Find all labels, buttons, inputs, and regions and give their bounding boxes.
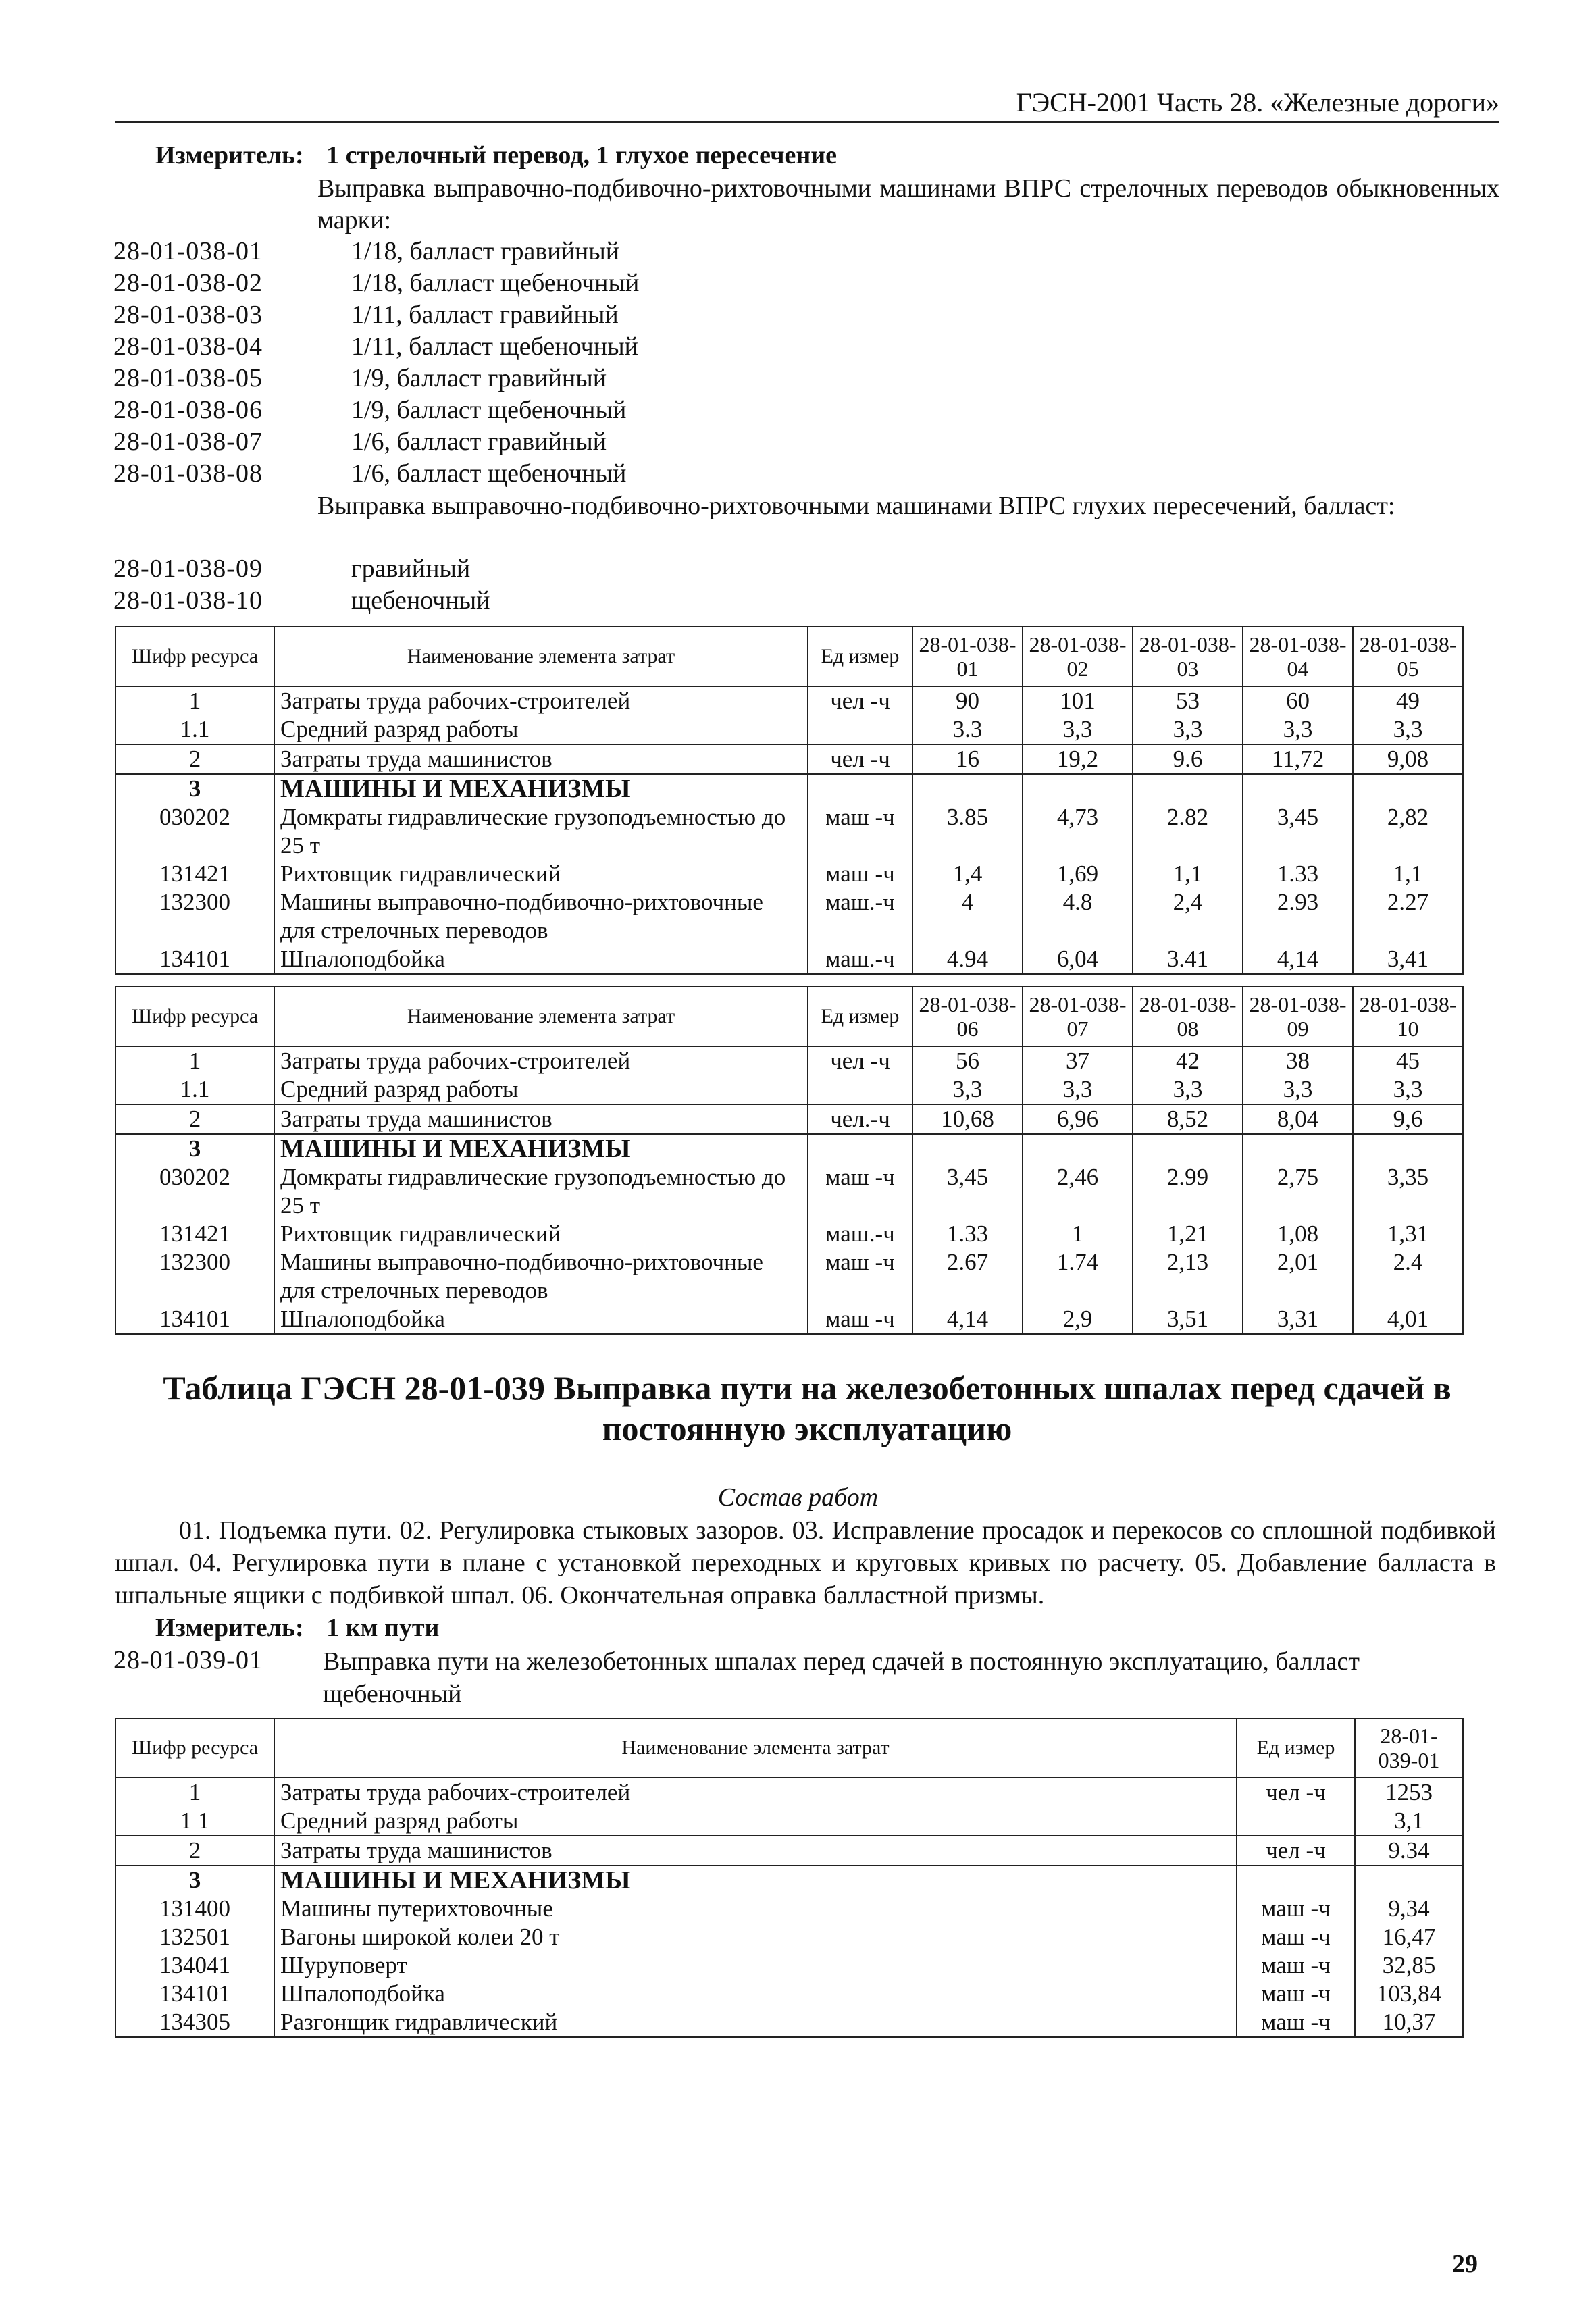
resource-name: Домкраты гидравлические грузоподъемностью до 25 т (274, 1163, 808, 1220)
norm-value: 4,14 (1243, 945, 1353, 974)
table-row (115, 1248, 1463, 1305)
table-row (115, 860, 1463, 888)
norm-value: 3.85 (912, 803, 1023, 860)
table-row (115, 1951, 1463, 1980)
resource-name: Затраты труда машинистов (274, 1836, 1237, 1866)
norm-value (1353, 1134, 1463, 1163)
table-header-row (115, 987, 1463, 1046)
norm-value: 10,68 (912, 1104, 1023, 1134)
table-row (115, 1104, 1463, 1134)
meter-label: Измеритель: (155, 141, 304, 170)
header-norm-code: 28-01-038-09 (1243, 987, 1353, 1046)
item-text: 1/6, балласт щебеночный (351, 459, 627, 488)
resource-code: 1.1 (115, 1075, 274, 1104)
norm-value: 1,1 (1353, 860, 1463, 888)
norm-value: 9,6 (1353, 1104, 1463, 1134)
norm-value (1243, 774, 1353, 803)
table-row (115, 1807, 1463, 1836)
resource-unit (808, 1134, 912, 1163)
resource-unit: маш -ч (1237, 1951, 1355, 1980)
norm-value: 1 (1023, 1220, 1133, 1248)
norm-value: 4 (912, 888, 1023, 945)
norm-value: 3,3 (912, 1075, 1023, 1104)
resource-code: 1 1 (115, 1807, 274, 1836)
header-norm-code: 28-01-038-05 (1353, 627, 1463, 686)
norm-value: 2.27 (1353, 888, 1463, 945)
norm-value: 2.99 (1133, 1163, 1243, 1220)
norm-value (912, 1134, 1023, 1163)
list-item (113, 268, 1499, 300)
meter-label: Измеритель: (155, 1614, 304, 1642)
table-row (115, 774, 1463, 803)
norm-value: 1,31 (1353, 1220, 1463, 1248)
resource-unit: маш.-ч (808, 1220, 912, 1248)
resource-unit: чел.-ч (808, 1104, 912, 1134)
table-header-row (115, 1718, 1463, 1778)
table-row (115, 2008, 1463, 2037)
norm-value: 3,1 (1355, 1807, 1463, 1836)
resource-name: Средний разряд работы (274, 715, 808, 744)
item-text: 1/9, балласт гравийный (351, 364, 607, 392)
resource-unit: чел -ч (808, 686, 912, 715)
page-header: ГЭСН-2001 Часть 28. «Железные дороги» (115, 86, 1499, 123)
header-norm-code: 28-01-038-07 (1023, 987, 1133, 1046)
item-text: 1/18, балласт гравийный (351, 237, 620, 265)
norm-value: 3,45 (1243, 803, 1353, 860)
resource-unit (1237, 1866, 1355, 1895)
list-item (113, 427, 1499, 459)
norm-value: 3,3 (1133, 1075, 1243, 1104)
item-code: 28-01-038-01 (113, 237, 263, 265)
norm-value: 9.6 (1133, 744, 1243, 774)
norm-value: 2,01 (1243, 1248, 1353, 1305)
table-row (115, 803, 1463, 860)
header-unit: Ед измер (1237, 1718, 1355, 1778)
item-text: 1/11, балласт щебеночный (351, 332, 638, 361)
resource-code: 132501 (115, 1923, 274, 1951)
item-code: 28-01-038-10 (113, 586, 263, 615)
norm-value: 10,37 (1355, 2008, 1463, 2037)
resource-name: Машины путерихтовочные (274, 1895, 1237, 1923)
list-item (113, 236, 1499, 268)
norm-value: 1.74 (1023, 1248, 1133, 1305)
table-row (115, 1866, 1463, 1895)
item-list-1 (113, 173, 1499, 617)
norm-value: 2,75 (1243, 1163, 1353, 1220)
resource-name: Затраты труда рабочих-строителей (274, 1778, 1237, 1807)
norm-value: 3,3 (1353, 1075, 1463, 1104)
resource-unit: маш -ч (808, 1305, 912, 1334)
norm-value: 6,96 (1023, 1104, 1133, 1134)
header-unit: Ед измер (808, 627, 912, 686)
resource-unit: маш -ч (1237, 2008, 1355, 2037)
resource-code: 1 (115, 1046, 274, 1075)
norm-value: 42 (1133, 1046, 1243, 1075)
norm-value (1023, 1134, 1133, 1163)
norm-value: 1253 (1355, 1778, 1463, 1807)
resource-unit: чел -ч (1237, 1836, 1355, 1866)
norm-value: 2,46 (1023, 1163, 1133, 1220)
resource-name: Средний разряд работы (274, 1807, 1237, 1836)
header-norm-code: 28-01-038-08 (1133, 987, 1243, 1046)
item-code: 28-01-038-03 (113, 301, 263, 329)
table-row (115, 1923, 1463, 1951)
resource-code: 2 (115, 1104, 274, 1134)
norm-value: 2,9 (1023, 1305, 1133, 1334)
norm-value: 9,08 (1353, 744, 1463, 774)
norm-value: 2,13 (1133, 1248, 1243, 1305)
list-item (113, 1645, 1498, 1710)
item-text: 1/9, балласт щебеночный (351, 396, 627, 424)
resource-code: 2 (115, 744, 274, 774)
norm-value: 2,82 (1353, 803, 1463, 860)
group-heading: Выправка выправочно-подбивочно-рихтовочными машинами ВПРС стрелочных переводов обыкновенных марки: (317, 174, 1499, 234)
norm-value: 49 (1353, 686, 1463, 715)
table-row (115, 1220, 1463, 1248)
meter-value: 1 км пути (326, 1614, 440, 1642)
table-row (115, 1134, 1463, 1163)
table-title: Таблица ГЭСН 28-01-039 Выправка пути на железобетонных шпалах перед сдачей в постоянную эксплуатацию (163, 1369, 1451, 1447)
norm-value: 2.67 (912, 1248, 1023, 1305)
list-item (113, 395, 1499, 427)
resource-code: 1 (115, 686, 274, 715)
item-code: 28-01-038-08 (113, 459, 263, 488)
resource-code: 131421 (115, 860, 274, 888)
resource-unit: маш -ч (1237, 1980, 1355, 2008)
header-name: Наименование элемента затрат (274, 1718, 1237, 1778)
norm-value: 37 (1023, 1046, 1133, 1075)
list-item (113, 586, 1499, 617)
norm-value: 19,2 (1023, 744, 1133, 774)
resource-name: Домкраты гидравлические грузоподъемностью до 25 т (274, 803, 808, 860)
norm-value: 9,34 (1355, 1895, 1463, 1923)
norm-value: 4.8 (1023, 888, 1133, 945)
resource-code: 132300 (115, 1248, 274, 1305)
resource-unit: чел -ч (1237, 1778, 1355, 1807)
resource-code: 030202 (115, 803, 274, 860)
header-name: Наименование элемента затрат (274, 627, 808, 686)
header-norm-code: 28-01-038-02 (1023, 627, 1133, 686)
resource-name: Затраты труда машинистов (274, 744, 808, 774)
norm-value: 4.94 (912, 945, 1023, 974)
item-text: Выправка пути на железобетонных шпалах перед сдачей в постоянную эксплуатацию, балласт щебеночный (323, 1647, 1360, 1708)
norm-value: 38 (1243, 1046, 1353, 1075)
header-norm-code: 28-01-039-01 (1355, 1718, 1463, 1778)
norm-value: 3,3 (1023, 1075, 1133, 1104)
norm-value: 90 (912, 686, 1023, 715)
table-row (115, 1980, 1463, 2008)
item-text: 1/6, балласт гравийный (351, 428, 607, 456)
resource-name: Машины выправочно-подбивочно-рихтовочные для стрелочных переводов (274, 888, 808, 945)
norm-value: 1,21 (1133, 1220, 1243, 1248)
norm-value: 1,4 (912, 860, 1023, 888)
resource-unit: чел -ч (808, 1046, 912, 1075)
item-code: 28-01-038-04 (113, 332, 263, 361)
resource-code: 1.1 (115, 715, 274, 744)
header-norm-code: 28-01-038-03 (1133, 627, 1243, 686)
table-row (115, 1075, 1463, 1104)
resource-unit: маш.-ч (808, 888, 912, 945)
resource-code: 030202 (115, 1163, 274, 1220)
page-number: 29 (1452, 2250, 1478, 2278)
norm-value: 3.41 (1133, 945, 1243, 974)
norm-value: 1,69 (1023, 860, 1133, 888)
work-composition: 01. Подъемка пути. 02. Регулировка стыковых зазоров. 03. Исправление просадок и перекосов со сплошной подбивкой шпал. 04. Регулировка пути в плане с установкой переходных и круговых кривых по расчету. 05. Добавление балласта в шпальные ящики с подбивкой шпал. 06. Окончательная оправка балластной призмы. (115, 1516, 1496, 1610)
item-list-2 (113, 1645, 1498, 1710)
item-text: 1/18, балласт щебеночный (351, 269, 640, 297)
norm-value: 56 (912, 1046, 1023, 1075)
norm-value: 3,31 (1243, 1305, 1353, 1334)
norm-value: 2,4 (1133, 888, 1243, 945)
resource-unit: маш -ч (808, 803, 912, 860)
norm-value: 1,08 (1243, 1220, 1353, 1248)
resource-unit (808, 1075, 912, 1104)
table-header-row (115, 627, 1463, 686)
norm-table-3 (115, 1718, 1464, 2038)
resource-name: МАШИНЫ И МЕХАНИЗМЫ (274, 1866, 1237, 1895)
norm-value: 2.93 (1243, 888, 1353, 945)
header-unit: Ед измер (808, 987, 912, 1046)
resource-unit: маш.-ч (808, 945, 912, 974)
table-row (115, 1046, 1463, 1075)
norm-value: 11,72 (1243, 744, 1353, 774)
group-heading: Выправка выправочно-подбивочно-рихтовочными машинами ВПРС глухих пересечений, балласт: (317, 492, 1395, 520)
norm-value: 3,3 (1243, 1075, 1353, 1104)
resource-name: Шуруповерт (274, 1951, 1237, 1980)
table-row (115, 1778, 1463, 1807)
resource-unit: маш -ч (808, 860, 912, 888)
norm-value: 3,3 (1353, 715, 1463, 744)
norm-value: 101 (1023, 686, 1133, 715)
resource-unit: маш -ч (1237, 1923, 1355, 1951)
norm-value: 8,04 (1243, 1104, 1353, 1134)
item-code: 28-01-038-09 (113, 555, 263, 583)
table-row (115, 945, 1463, 974)
header-norm-code: 28-01-038-10 (1353, 987, 1463, 1046)
table-row (115, 744, 1463, 774)
norm-value (1353, 774, 1463, 803)
resource-name: Затраты труда рабочих-строителей (274, 686, 808, 715)
norm-value: 9.34 (1355, 1836, 1463, 1866)
meter-line (155, 140, 837, 170)
list-item (113, 363, 1499, 395)
resource-code: 134101 (115, 1305, 274, 1334)
resource-name: Рихтовщик гидравлический (274, 860, 808, 888)
norm-value: 32,85 (1355, 1951, 1463, 1980)
norm-value: 2.82 (1133, 803, 1243, 860)
item-text: 1/11, балласт гравийный (351, 301, 619, 329)
resource-name: Затраты труда рабочих-строителей (274, 1046, 808, 1075)
list-item (113, 459, 1499, 490)
norm-value: 1,1 (1133, 860, 1243, 888)
work-composition-heading: Состав работ (717, 1483, 879, 1512)
norm-value: 53 (1133, 686, 1243, 715)
header-name: Наименование элемента затрат (274, 987, 808, 1046)
norm-value: 3,35 (1353, 1163, 1463, 1220)
meter-value: 1 стрелочный перевод, 1 глухое пересечение (326, 141, 838, 170)
table-row (115, 1305, 1463, 1334)
item-code: 28-01-038-07 (113, 428, 263, 456)
list-item (113, 300, 1499, 332)
norm-value: 16 (912, 744, 1023, 774)
resource-name: Шпалоподбойка (274, 1980, 1237, 2008)
norm-value: 4,14 (912, 1305, 1023, 1334)
resource-code: 134305 (115, 2008, 274, 2037)
resource-name: Машины выправочно-подбивочно-рихтовочные для стрелочных переводов (274, 1248, 808, 1305)
item-code: 28-01-038-05 (113, 364, 263, 392)
norm-value: 2.4 (1353, 1248, 1463, 1305)
resource-code: 134101 (115, 945, 274, 974)
resource-name: Вагоны широкой колеи 20 т (274, 1923, 1237, 1951)
norm-value: 60 (1243, 686, 1353, 715)
table-row (115, 1895, 1463, 1923)
resource-unit (1237, 1807, 1355, 1836)
resource-code: 3 (115, 774, 274, 803)
header-norm-code: 28-01-038-06 (912, 987, 1023, 1046)
header-code: Шифр ресурса (115, 627, 274, 686)
table-row (115, 1163, 1463, 1220)
norm-value: 4,01 (1353, 1305, 1463, 1334)
norm-value (912, 774, 1023, 803)
norm-table-1 (115, 626, 1464, 975)
resource-unit (808, 774, 912, 803)
resource-unit: маш -ч (808, 1163, 912, 1220)
norm-value (1133, 1134, 1243, 1163)
norm-value: 3,45 (912, 1163, 1023, 1220)
resource-name: МАШИНЫ И МЕХАНИЗМЫ (274, 1134, 808, 1163)
list-item (113, 332, 1499, 363)
table-row (115, 715, 1463, 744)
table-row (115, 1836, 1463, 1866)
resource-code: 134101 (115, 1980, 274, 2008)
item-code: 28-01-039-01 (113, 1646, 263, 1674)
norm-value: 3,3 (1243, 715, 1353, 744)
norm-value: 6,04 (1023, 945, 1133, 974)
norm-value: 3,41 (1353, 945, 1463, 974)
norm-table-2 (115, 986, 1464, 1335)
resource-unit: маш -ч (808, 1248, 912, 1305)
list-item (113, 554, 1499, 586)
resource-unit: маш -ч (1237, 1895, 1355, 1923)
item-code: 28-01-038-06 (113, 396, 263, 424)
norm-value: 3,3 (1023, 715, 1133, 744)
resource-unit (808, 715, 912, 744)
header-code: Шифр ресурса (115, 987, 274, 1046)
resource-name: Разгонщик гидравлический (274, 2008, 1237, 2037)
table-row (115, 888, 1463, 945)
norm-value (1023, 774, 1133, 803)
norm-value: 3,3 (1133, 715, 1243, 744)
resource-code: 131421 (115, 1220, 274, 1248)
resource-code: 3 (115, 1134, 274, 1163)
resource-name: МАШИНЫ И МЕХАНИЗМЫ (274, 774, 808, 803)
norm-value (1243, 1134, 1353, 1163)
resource-code: 1 (115, 1778, 274, 1807)
norm-value: 3,51 (1133, 1305, 1243, 1334)
norm-value: 16,47 (1355, 1923, 1463, 1951)
resource-code: 132300 (115, 888, 274, 945)
item-code: 28-01-038-02 (113, 269, 263, 297)
meter-line-2 (155, 1613, 439, 1643)
norm-value (1355, 1866, 1463, 1895)
norm-value: 103,84 (1355, 1980, 1463, 2008)
norm-value (1133, 774, 1243, 803)
resource-code: 131400 (115, 1895, 274, 1923)
item-text: щебеночный (351, 586, 490, 615)
norm-value: 1.33 (912, 1220, 1023, 1248)
resource-code: 2 (115, 1836, 274, 1866)
resource-name: Средний разряд работы (274, 1075, 808, 1104)
resource-code: 3 (115, 1866, 274, 1895)
resource-name: Шпалоподбойка (274, 1305, 808, 1334)
header-norm-code: 28-01-038-04 (1243, 627, 1353, 686)
table-row (115, 686, 1463, 715)
resource-unit: чел -ч (808, 744, 912, 774)
header-code: Шифр ресурса (115, 1718, 274, 1778)
resource-name: Рихтовщик гидравлический (274, 1220, 808, 1248)
header-norm-code: 28-01-038-01 (912, 627, 1023, 686)
resource-name: Затраты труда машинистов (274, 1104, 808, 1134)
norm-value: 4,73 (1023, 803, 1133, 860)
norm-value: 3.3 (912, 715, 1023, 744)
norm-value: 1.33 (1243, 860, 1353, 888)
item-text: гравийный (351, 555, 471, 583)
norm-value: 8,52 (1133, 1104, 1243, 1134)
norm-value: 45 (1353, 1046, 1463, 1075)
resource-name: Шпалоподбойка (274, 945, 808, 974)
resource-code: 134041 (115, 1951, 274, 1980)
